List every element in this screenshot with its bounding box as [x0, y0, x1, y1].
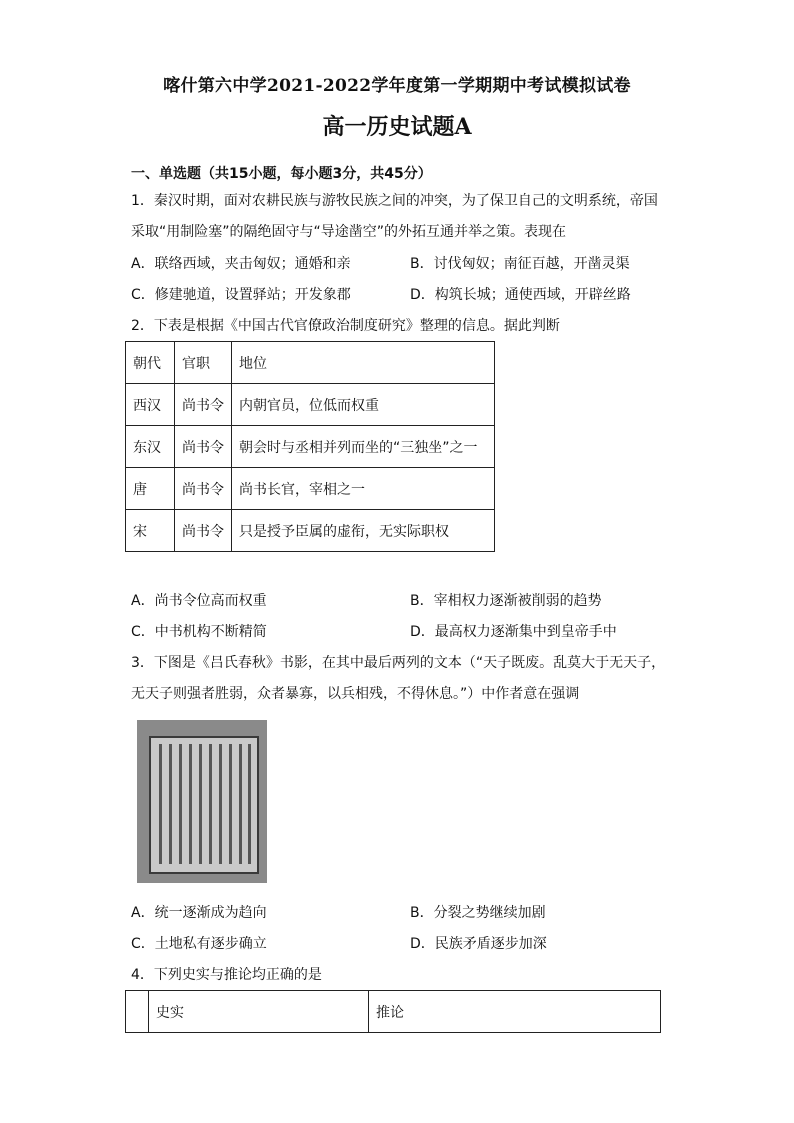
- q1-stem-line2: 采取“用制险塞”的隔绝固守与“导途凿空”的外拓互通并举之策。表现在: [131, 224, 567, 240]
- table-cell: 尚书令: [175, 468, 232, 510]
- q3-stem-line2: 无天子则强者胜弱，众者暴寡，以兵相残，不得休息。”）中作者意在强调: [131, 686, 580, 702]
- table-cell: 东汉: [126, 426, 175, 468]
- book-page-frame: [149, 736, 259, 874]
- table-header-row: [126, 342, 495, 384]
- table-header-row: [126, 991, 661, 1033]
- q2-option-c: C．中书机构不断精简: [131, 624, 267, 640]
- table-header-cell: 史实: [149, 991, 369, 1033]
- table-row: [126, 426, 495, 468]
- section-heading: 一、单选题（共15小题，每小题3分，共45分）: [131, 166, 432, 182]
- q2-option-b: B．宰相权力逐渐被削弱的趋势: [410, 593, 602, 609]
- table-header-cell: 地位: [232, 342, 495, 384]
- q3-stem-line1: 3．下图是《吕氏春秋》书影，在其中最后两列的文本（“天子既废。乱莫大于无天子，: [131, 655, 666, 671]
- q1-option-c: C．修建驰道，设置驿站；开发象郡: [131, 287, 351, 303]
- exam-subtitle: 高一历史试题A: [322, 114, 472, 140]
- table-cell: 尚书令: [175, 426, 232, 468]
- table-cell: 尚书长官，宰相之一: [232, 468, 495, 510]
- table-cell: 宋: [126, 510, 175, 552]
- table-cell: 内朝官员，位低而权重: [232, 384, 495, 426]
- q1-stem-line1: 1．秦汉时期，面对农耕民族与游牧民族之间的冲突，为了保卫自己的文明系统，帝国: [131, 193, 658, 209]
- q2-option-d: D．最高权力逐渐集中到皇帝手中: [410, 624, 617, 640]
- table-header-cell: 推论: [369, 991, 661, 1033]
- table-row: [126, 468, 495, 510]
- exam-title: 喀什第六中学2021-2022学年度第一学期期中考试模拟试卷: [163, 76, 631, 96]
- table-header-cell: 朝代: [126, 342, 175, 384]
- q3-option-d: D．民族矛盾逐步加深: [410, 936, 547, 952]
- table-cell: 尚书令: [175, 384, 232, 426]
- table-cell: 只是授予臣属的虚衔，无实际职权: [232, 510, 495, 552]
- q1-option-a: A．联络西域，夹击匈奴；通婚和亲: [131, 256, 351, 272]
- book-page-image: [137, 720, 267, 883]
- q3-option-b: B．分裂之势继续加剧: [410, 905, 546, 921]
- table-header-cell: 官职: [175, 342, 232, 384]
- table-header-cell: [126, 991, 149, 1033]
- q3-option-c: C．土地私有逐步确立: [131, 936, 267, 952]
- q3-option-a: A．统一逐渐成为趋向: [131, 905, 267, 921]
- q4-stem: 4．下列史实与推论均正确的是: [131, 967, 322, 983]
- q1-option-b: B．讨伐匈奴；南征百越，开凿灵渠: [410, 256, 630, 272]
- q2-table: [125, 341, 495, 552]
- table-cell: 西汉: [126, 384, 175, 426]
- table-row: [126, 510, 495, 552]
- table-cell: 朝会时与丞相并列而坐的“三独坐”之一: [232, 426, 495, 468]
- table-cell: 尚书令: [175, 510, 232, 552]
- q4-table: [125, 990, 661, 1033]
- table-row: [126, 384, 495, 426]
- q1-option-d: D．构筑长城；通使西域，开辟丝路: [410, 287, 631, 303]
- q2-option-a: A．尚书令位高而权重: [131, 593, 267, 609]
- q2-stem: 2．下表是根据《中国古代官僚政治制度研究》整理的信息。据此判断: [131, 318, 560, 334]
- table-cell: 唐: [126, 468, 175, 510]
